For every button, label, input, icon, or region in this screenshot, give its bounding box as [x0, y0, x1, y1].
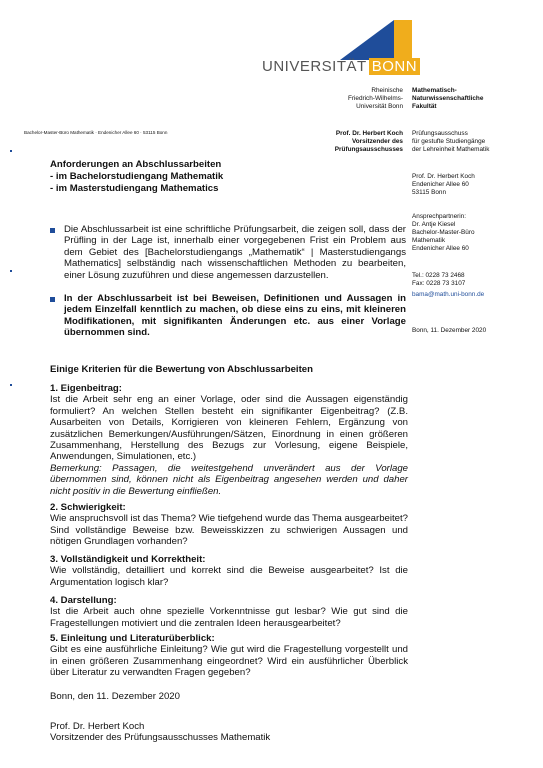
university-logo-text: UNIVERSITÄT BONN [262, 58, 420, 75]
email-link[interactable]: bama@math.uni-bonn.de [412, 291, 485, 298]
return-address: Bachelor-Master-Büro Mathematik · Endenicher Allee 60 · 53115 Bonn [24, 130, 168, 135]
criterion-text: Wie vollständig, detailliert und korrekt sind die Beweise ausgearbeitet? Ist die Argumentation logisch klar? [50, 565, 408, 588]
criterion-title: 5. Einleitung und Literaturüberblick: [50, 633, 215, 644]
criteria-heading: Einige Kriterien für die Bewertung von Abschlussarbeiten [50, 364, 313, 375]
criterion-note: Bemerkung: Passagen, die weitestgehend unverändert aus der Vorlage übernommen sind, können nicht als Eigenbeitrag angesehen werden und daher nicht positiv in die Bewertung einfließen. [50, 462, 408, 497]
bullet-paragraph-2: In der Abschlussarbeit ist bei Beweisen, Definitionen und Aussagen in jedem Einzelfall kenntlich zu machen, ob diese eins zu eins, mit kleineren Modifikationen, mit signifikanten Änderungen etc. aus einer Vorlage übernommen sind. [64, 293, 406, 339]
margin-mark [10, 150, 12, 152]
closing-signature: Prof. Dr. Herbert Koch Vorsitzender des Prüfungsausschusses Mathematik [50, 721, 271, 744]
sidebar-date: Bonn, 11. Dezember 2020 [412, 327, 487, 334]
sender-university: Rheinische Friedrich-Wilhelms- Universität Bonn [347, 87, 403, 110]
criterion-text: Ist die Arbeit auch ohne spezielle Vorkenntnisse gut lesbar? Wie gut sind die Fragestellungen motiviert und die zentralen Ideen herausgearbeitet? [50, 606, 408, 629]
criterion-text: Gibt es eine ausführliche Einleitung? Wie gut wird die Fragestellung vorgestellt und in einen größeren Zusammenhang eingeordnet? Wird ein ausführlicher Überblick über Literatur zu verwandten Fragen gegeben? [50, 644, 408, 679]
contact-block: Ansprechpartnerin: Dr. Antje Kiesel Bachelor-Master-Büro Mathematik Endenicher Allee 60 [412, 213, 475, 252]
phone-block: Tel.: 0228 73 2468 Fax: 0228 73 3107 [412, 272, 466, 287]
bullet-paragraph-1: Die Abschlussarbeit ist eine schriftliche Prüfungsarbeit, die zeigen soll, dass der Prüfling in der Lage ist, innerhalb einer vorgegebenen Frist ein Problem aus dem Gebiet des [Bachelorstudiengangs „Mathematik“ | Masterstudiengangs Mathematics] selbständig nach wissenschaftlichen Methoden zu bearbeiten, einer Lösung zuzuführen und diese angemessen darzustellen. [64, 224, 406, 281]
bullet-square [50, 297, 55, 302]
address-block: Prof. Dr. Herbert Koch Endenicher Allee 60 53115 Bonn [412, 173, 475, 196]
criterion-title: 4. Darstellung: [50, 595, 117, 606]
criterion-title: 2. Schwierigkeit: [50, 502, 126, 513]
criterion-text: Ist die Arbeit sehr eng an einer Vorlage, oder sind die Aussagen eigenständig formuliert? An welchen Stellen besteht ein signifikanter Eigenbeitrag? (Z.B. Ausarbeiten von Details, Korrigieren von kleineren Fehlern, Ergänzung von zusätzlichen Bemerkungen/Ausführungen/Sätzen, Einordnung in einen größeren Zusammenhang, Herstellung des Bezugs zur Vorlesung, eigene Beispiele, Anwendungen, Simulationen, etc.) [50, 394, 408, 463]
sender-faculty: Mathematisch- Naturwissenschaftliche Fakultät [412, 87, 484, 110]
criterion-2 [50, 502, 408, 548]
criterion-title: 3. Vollständigkeit und Korrektheit: [50, 554, 206, 565]
closing-date: Bonn, den 11. Dezember 2020 [50, 691, 180, 702]
criterion-5 [50, 633, 408, 679]
document-title: Anforderungen an Abschlussarbeiten - im Bachelorstudiengang Mathematik - im Masterstudiengang Mathematics [50, 159, 224, 194]
criterion-4 [50, 595, 408, 629]
margin-mark [10, 270, 12, 272]
bullet-square [50, 228, 55, 233]
signatory-block: Prof. Dr. Herbert Koch Vorsitzender des Prüfungsausschusses [334, 130, 403, 153]
criterion-3 [50, 554, 408, 588]
university-logo-graphic [340, 20, 412, 60]
criterion-text: Wie anspruchsvoll ist das Thema? Wie tiefgehend wurde das Thema ausgearbeitet? Sind vollständige Beweise bzw. Beweisskizzen zu schwierigen Aussagen und nötigen Grundlagen vorhanden? [50, 513, 409, 548]
margin-mark [10, 384, 12, 386]
committee-block: Prüfungsausschuss für gestufte Studiengänge der Lehreinheit Mathematik [412, 130, 490, 153]
criterion-title: 1. Eigenbeitrag: [50, 383, 122, 394]
criterion-1 [50, 383, 408, 497]
